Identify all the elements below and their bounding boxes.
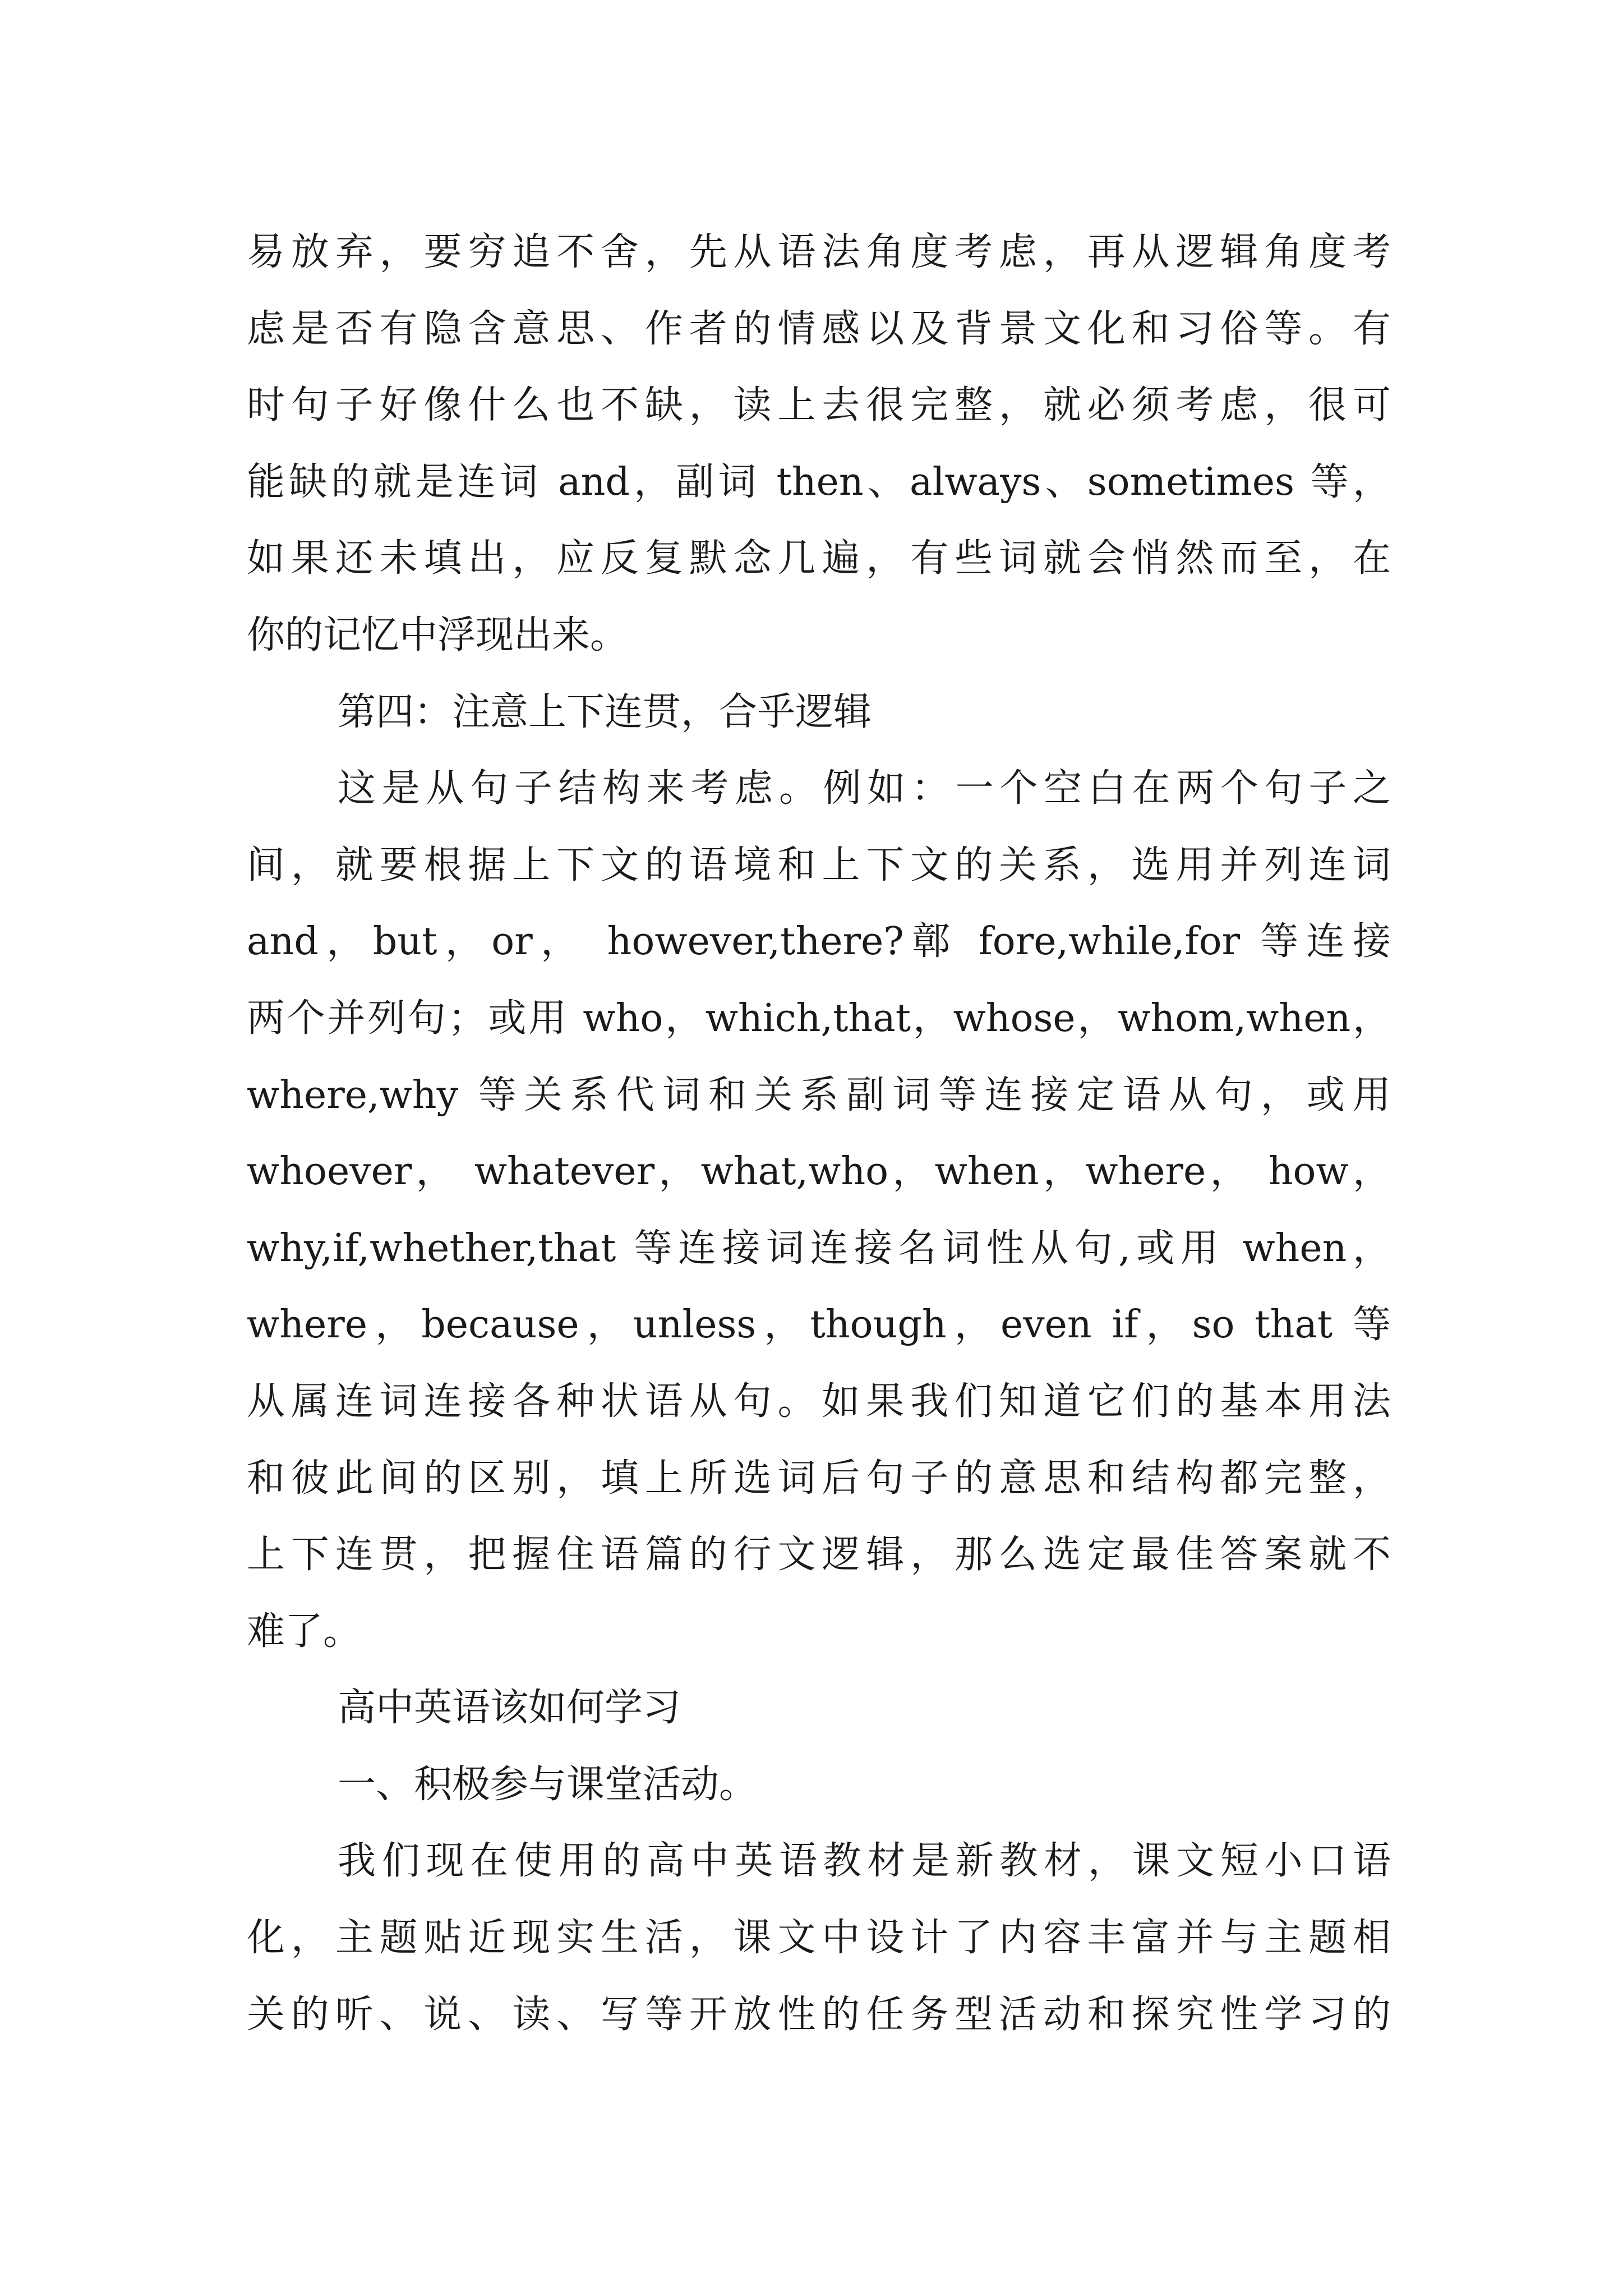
subsection-heading: 一、积极参与课堂活动。 [338,1762,758,1807]
text-line: 关的听、说、读、写等开放性的任务型活动和探究性学习的 [247,1992,1391,2037]
text-line: 能缺的就是连词 and，副词 then、always、sometimes 等， [247,459,1391,504]
text-line: 虑是否有隐含意思、作者的情感以及背景文化和习俗等。有 [247,306,1391,351]
text-line: 你的记忆中浮现出来。 [247,613,629,657]
text-line: whoever， whatever，what,who，when，where， how， [247,1149,1391,1194]
text-line: 间，就要根据上下文的语境和上下文的关系，选用并列连词 [247,843,1391,887]
text-line: where,why 等关系代词和关系副词等连接定语从句，或用 [247,1073,1391,1117]
text-line: 这是从句子结构来考虑。例如：一个空白在两个句子之 [338,766,1391,811]
text-line: 难了。 [247,1609,362,1654]
text-line: 如果还未填出，应反复默念几遍，有些词就会悄然而至，在 [247,536,1391,581]
text-line: 上下连贯，把握住语篇的行文逻辑，那么选定最佳答案就不 [247,1533,1391,1577]
text-line: 易放弃，要穷追不舍，先从语法角度考虑，再从逻辑角度考 [247,230,1391,274]
text-line: why,if,whether,that 等连接词连接名词性从句,或用 when， [247,1226,1391,1271]
text-line: 从属连词连接各种状语从句。如果我们知道它们的基本用法 [247,1379,1391,1424]
text-line: 化，主题贴近现实生活，课文中设计了内容丰富并与主题相 [247,1916,1391,1961]
text-line: and，but，or， however,there?鄣 fore,while,for 等连接 [247,919,1391,964]
text-line: 时句子好像什么也不缺，读上去很完整，就必须考虑，很可 [247,383,1391,428]
text-line: 两个并列句；或用 who，which,that，whose，whom,when， [247,996,1391,1041]
body-text [247,214,1391,2053]
text-line: where，because，unless，though，even if，so that 等 [247,1303,1391,1347]
text-line: 和彼此间的区别，填上所选词后句子的意思和结构都完整， [247,1456,1391,1501]
section-heading: 高中英语该如何学习 [338,1686,681,1731]
text-line: 我们现在使用的高中英语教材是新教材，课文短小口语 [338,1839,1391,1884]
section-heading: 第四：注意上下连贯，合乎逻辑 [338,689,872,734]
